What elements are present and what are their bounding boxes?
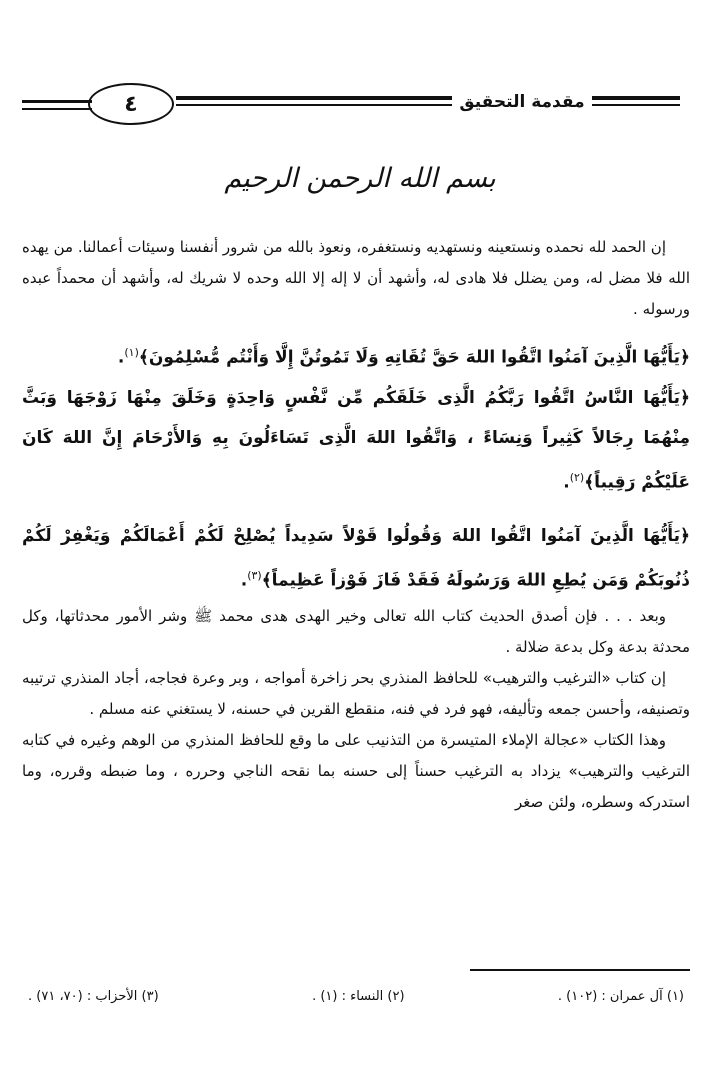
footnote-3: (٣) الأحزاب : (٧٠، ٧١) . — [28, 989, 159, 1004]
quran-verse-1 — [22, 333, 690, 378]
opening-paragraph: إن الحمد لله نحمده ونستعينه ونستهديه ونستغفره، ونعوذ بالله من شرور أنفسنا وسيئات أعمالنا. من يهده الله فلا مضل له، ومن يضلل فلا هادى له، وأشهد أن لا إله إلا الله وحده لا شريك له، وأشهد أن محمداً عبده ورسوله . — [22, 238, 690, 318]
footnote-ref-3: (٣) — [247, 569, 262, 583]
main-text — [22, 232, 690, 818]
verse-end-mark: . — [240, 570, 248, 591]
quran-verse-3 — [22, 516, 690, 601]
header-rule-middle-thin — [176, 104, 452, 106]
paragraph-badu: وبعد . . . فإن أصدق الحديث كتاب الله تعالى وخير الهدى هدى محمد ﷺ وشر الأمور محدثاتها، وكل محدثة بدعة وكل بدعة ضلالة . — [22, 606, 690, 656]
basmala-calligraphy: بسم الله الرحمن الرحيم — [224, 163, 496, 194]
header-rule-right-thin — [592, 104, 680, 106]
header-rule-left — [22, 100, 92, 103]
footnote-ref-2: (٢) — [569, 470, 585, 484]
verse-end-mark: . — [563, 472, 570, 493]
footnote-2: (٢) النساء : (١) . — [312, 989, 405, 1004]
paragraph-targheeb-book: إن كتاب «الترغيب والترهيب» للحافظ المنذري بحر زاخرة أمواجه ، وبر وعرة فجاجه، أجاد المنذري ترتيبه وتصنيفه، وأحسن جمعه وتأليفه، فهو فرد في فنه، منقطع القرين في حسنه، لا يستغني عنه مسلم . — [22, 668, 690, 718]
section-title: مقدمة التحقيق — [459, 92, 585, 112]
verse-text: ﴿يَأَيُّهَا النَّاسُ اتَّقُوا رَبَّكُمُ الَّذِى خَلَقَكُم مِّن نَّفْسٍ وَاحِدَةٍ وَخَلَقَ مِنْهَا زَوْجَهَا وَبَثَّ مِنْهُمَا رِجَالاً كَثِيراً وَنِسَاءً ، وَاتَّقُوا اللهَ الَّذِى تَسَاءَلُونَ بِهِ وَالأَرْحَامَ إِنَّ اللهَ كَانَ عَلَيْكُمْ رَقِيباً﴾ — [22, 387, 690, 493]
header-rule-middle — [176, 96, 452, 100]
verse-text: ﴿يَأَيُّهَا الَّذِينَ آمَنُوا اتَّقُوا اللهَ وَقُولُوا قَوْلاً سَدِيداً يُصْلِحْ لَكُمْ أَعْمَالَكُمْ وَيَغْفِرْ لَكُمْ ذُنُوبَكُمْ وَمَن يُطِعِ اللهَ وَرَسُولَهُ فَقَدْ فَازَ فَوْزاً عَظِيماً﴾ — [22, 526, 690, 591]
page-header — [0, 0, 713, 140]
header-rule-left-thin — [22, 108, 92, 110]
paragraph-this-book: وهذا الكتاب «عجالة الإملاء المتيسرة من التذنيب على ما وقع للحافظ المنذري من الوهم وغيره في كتابه الترغيب والترهيب» يزداد به الترغيب حسناً إلى حسنه بما نقحه الناجي وحرره ، وما ضبطه وقرره، وما استدركه وسطره، ولئن صغر — [22, 730, 690, 811]
quran-verse-2 — [22, 378, 690, 503]
footnote-1: (١) آل عمران : (١٠٢) . — [557, 989, 684, 1004]
footnote-divider — [470, 969, 690, 971]
footnote-ref-1: (١) — [124, 346, 139, 359]
footnotes — [22, 982, 690, 1012]
page-number: ٤ — [88, 83, 174, 125]
verse-text: ﴿يَأَيُّهَا الَّذِينَ آمَنُوا اتَّقُوا اللهَ حَقَّ تُقَاتِهِ وَلَا تَمُوتُنَّ إِلَّا وَأَنْتُم مُّسْلِمُونَ﴾ — [138, 347, 690, 368]
header-rule-right — [592, 96, 680, 100]
verse-end-mark: . — [117, 347, 125, 368]
